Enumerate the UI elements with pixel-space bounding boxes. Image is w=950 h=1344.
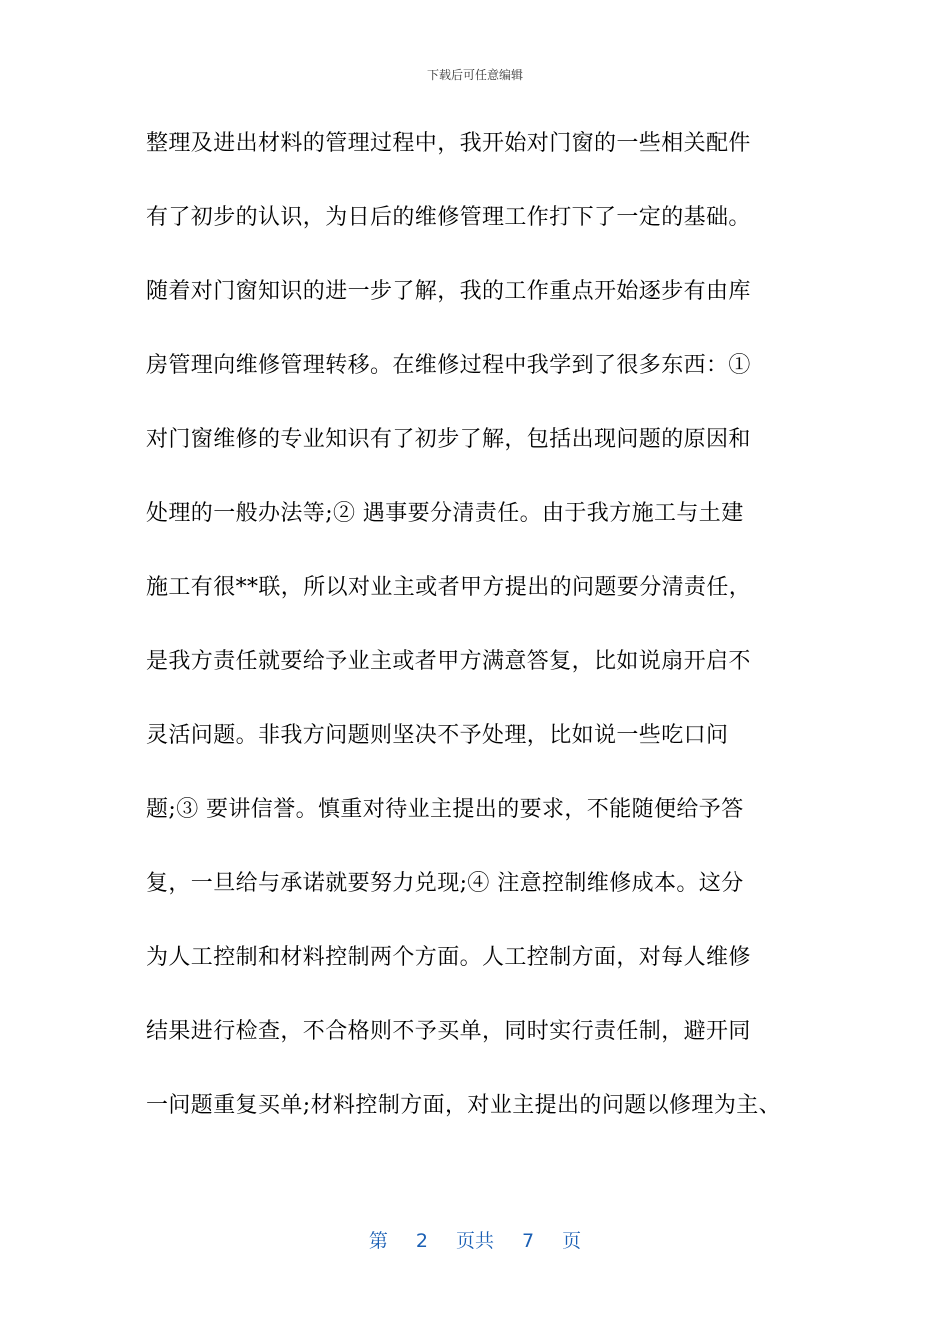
text-line: 有了初步的认识，为日后的维修管理工作打下了一定的基础。: [146, 205, 751, 230]
text-line: 施工有很**联，所以对业主或者甲方提出的问题要分清责任，: [146, 575, 752, 600]
text-line: 处理的一般办法等;② 遇事要分清责任。由于我方施工与土建: [146, 501, 744, 526]
text-line: 对门窗维修的专业知识有了初步了解，包括出现问题的原因和: [146, 427, 751, 452]
text-line: 随着对门窗知识的进一步了解，我的工作重点开始逐步有由库: [146, 279, 751, 304]
page-header: 下载后可任意编辑: [426, 68, 523, 82]
page-footer: [0, 1226, 950, 1253]
text-line: 灵活问题。非我方问题则坚决不予处理，比如说一些吃口问: [146, 723, 729, 748]
footer-page-number: 2: [415, 1230, 428, 1252]
text-line: 房管理向维修管理转移。在维修过程中我学到了很多东西：①: [146, 353, 751, 378]
footer-middle: 页共: [455, 1230, 494, 1252]
footer-suffix: 页: [562, 1230, 582, 1252]
text-line: 复，一旦给与承诺就要努力兑现;④ 注意控制维修成本。这分: [146, 871, 744, 896]
text-line: 题;③ 要讲信誉。慎重对待业主提出的要求，不能随便给予答: [146, 797, 744, 822]
text-line: 为人工控制和材料控制两个方面。人工控制方面，对每人维修: [146, 945, 751, 970]
footer-prefix: 第: [368, 1230, 388, 1252]
text-line: 整理及进出材料的管理过程中，我开始对门窗的一些相关配件: [146, 131, 751, 156]
footer-total-pages: 7: [522, 1230, 535, 1252]
text-line: 结果进行检查，不合格则不予买单，同时实行责任制，避开同: [146, 1019, 751, 1044]
text-line: 一问题重复买单;材料控制方面，对业主提出的问题以修理为主、: [146, 1093, 782, 1118]
text-line: 是我方责任就要给予业主或者甲方满意答复，比如说扇开启不: [146, 649, 751, 674]
document-body: [146, 118, 826, 1154]
